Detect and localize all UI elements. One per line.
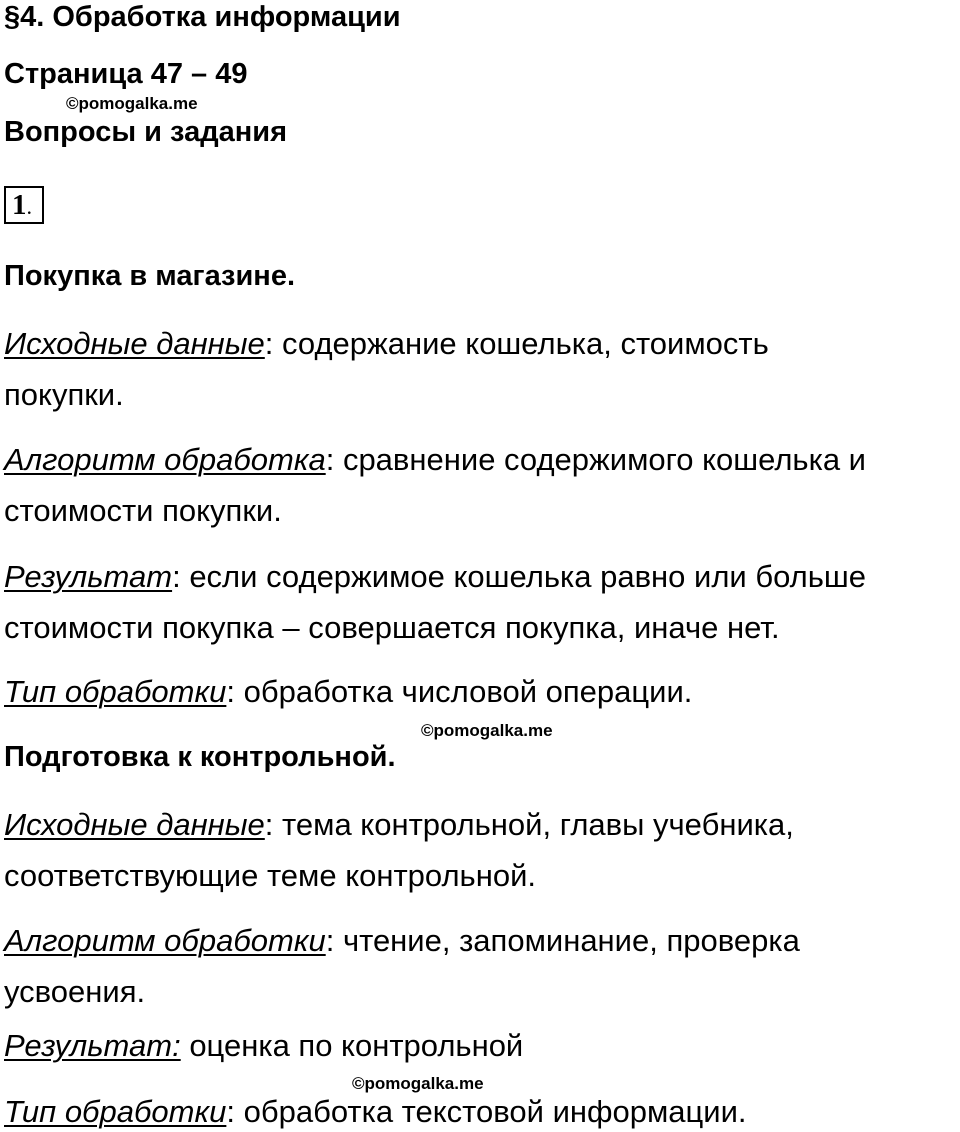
- field-label: Алгоритм обработка: [4, 442, 326, 477]
- field-text-cont: покупки.: [4, 377, 124, 412]
- field-label: Исходные данные: [4, 326, 265, 361]
- example-title: Покупка в магазине.: [4, 260, 296, 292]
- section-heading: Вопросы и задания: [4, 116, 288, 148]
- watermark: ©pomogalka.me: [421, 721, 553, 740]
- field-text-cont: соответствующие теме контрольной.: [4, 858, 536, 893]
- task-number-dot: .: [26, 194, 32, 219]
- example-paragraph: [4, 666, 956, 717]
- field-sep: :: [226, 674, 235, 709]
- field-label: Результат:: [4, 1028, 181, 1063]
- field-text: обработка текстовой информации.: [234, 1094, 747, 1129]
- example-paragraph: [4, 551, 956, 653]
- field-text: если содержимое кошелька равно или больше: [180, 559, 867, 594]
- task-number-box: [4, 186, 44, 224]
- watermark: ©pomogalka.me: [352, 1074, 484, 1093]
- field-sep: :: [226, 1094, 235, 1129]
- field-sep: :: [325, 923, 335, 958]
- page-title: §4. Обработка информации: [4, 1, 401, 33]
- field-text-cont: стоимости покупка – совершается покупка, иначе нет.: [4, 610, 780, 645]
- example-paragraph: [4, 318, 956, 420]
- field-text: сравнение содержимого кошелька и: [334, 442, 866, 477]
- example-paragraph: [4, 1086, 956, 1132]
- field-text: тема контрольной, главы учебника,: [273, 807, 794, 842]
- field-sep: :: [172, 559, 181, 594]
- field-text: содержание кошелька, стоимость: [273, 326, 769, 361]
- field-text-cont: усвоения.: [4, 974, 146, 1009]
- field-label: Алгоритм обработки: [4, 923, 326, 958]
- field-label: Тип обработки: [4, 674, 227, 709]
- field-text: чтение, запоминание, проверка: [334, 923, 800, 958]
- example-paragraph: [4, 1020, 956, 1071]
- watermark: ©pomogalka.me: [66, 94, 198, 113]
- example-paragraph: [4, 915, 956, 1017]
- field-text: обработка числовой операции.: [234, 674, 693, 709]
- field-sep: :: [264, 326, 274, 361]
- page-range: Страница 47 – 49: [4, 58, 248, 90]
- field-text: оценка по контрольной: [180, 1028, 524, 1063]
- example-paragraph: [4, 434, 956, 536]
- field-label: Исходные данные: [4, 807, 265, 842]
- example-title: Подготовка к контрольной.: [4, 741, 396, 773]
- task-number: 1: [12, 189, 27, 221]
- field-sep: :: [325, 442, 335, 477]
- field-text-cont: стоимости покупки.: [4, 493, 282, 528]
- example-paragraph: [4, 799, 956, 901]
- field-label: Результат: [4, 559, 173, 594]
- field-sep: :: [264, 807, 274, 842]
- field-label: Тип обработки: [4, 1094, 227, 1129]
